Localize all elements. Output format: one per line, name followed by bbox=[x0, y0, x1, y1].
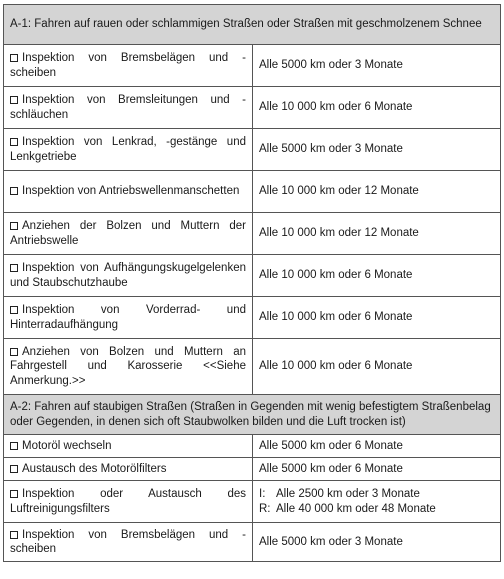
interval-cell: Alle 10 000 km oder 6 Monate bbox=[253, 339, 501, 395]
table-row bbox=[4, 458, 501, 481]
task-cell bbox=[4, 255, 253, 297]
table-row bbox=[4, 523, 501, 562]
task-label: Inspektion von Bremsbelägen und -scheiben bbox=[10, 528, 246, 555]
task-cell bbox=[4, 435, 253, 458]
checkbox-icon bbox=[10, 187, 18, 195]
table-row bbox=[4, 129, 501, 171]
task-cell bbox=[4, 297, 253, 339]
section-heading: A-1: Fahren auf rauen oder schlammigen Straßen oder Straßen mit geschmolzenem Schnee bbox=[4, 5, 501, 45]
interval-cell: Alle 10 000 km oder 12 Monate bbox=[253, 213, 501, 255]
task-label: Motoröl wechseln bbox=[22, 439, 112, 452]
checkbox-icon bbox=[10, 490, 18, 498]
task-label: Inspektion von Bremsbelägen und -scheiben bbox=[10, 52, 246, 79]
interval-line bbox=[259, 502, 494, 517]
checkbox-icon bbox=[10, 531, 18, 539]
interval-cell: Alle 10 000 km oder 6 Monate bbox=[253, 297, 501, 339]
interval-cell bbox=[253, 481, 501, 523]
task-label: Inspektion oder Austausch des Luftreinigungsfilters bbox=[10, 488, 246, 515]
interval-text: Alle 40 000 km oder 48 Monate bbox=[276, 502, 436, 515]
task-label: Inspektion von Bremsleitungen und -schläuchen bbox=[10, 94, 246, 121]
task-label: Inspektion von Lenkrad, -gestänge und Lenkgetriebe bbox=[10, 136, 246, 163]
checkbox-icon bbox=[10, 96, 18, 104]
table-row bbox=[4, 87, 501, 129]
table-row bbox=[4, 481, 501, 523]
table-row bbox=[4, 339, 501, 395]
section-header-row bbox=[4, 5, 501, 45]
task-cell bbox=[4, 45, 253, 87]
section-header-row bbox=[4, 395, 501, 435]
table-row bbox=[4, 297, 501, 339]
table-row bbox=[4, 255, 501, 297]
section-heading: A-2: Fahren auf staubigen Straßen (Straßen in Gegenden mit wenig befestigtem Straßenbelag oder Gegenden, in denen sich oft Staubwolken bilden und die Luft trocken ist) bbox=[4, 395, 501, 435]
interval-text: Alle 2500 km oder 3 Monate bbox=[276, 488, 420, 500]
interval-cell: Alle 5000 km oder 3 Monate bbox=[253, 129, 501, 171]
interval-prefix: I: bbox=[259, 488, 266, 500]
task-cell bbox=[4, 339, 253, 395]
interval-line bbox=[259, 487, 494, 502]
checkbox-icon bbox=[10, 306, 18, 314]
interval-cell: Alle 10 000 km oder 6 Monate bbox=[253, 255, 501, 297]
task-cell bbox=[4, 458, 253, 481]
checkbox-icon bbox=[10, 222, 18, 230]
table-row bbox=[4, 171, 501, 213]
task-label: Austausch des Motorölfilters bbox=[22, 462, 167, 475]
task-cell bbox=[4, 171, 253, 213]
checkbox-icon bbox=[10, 264, 18, 272]
interval-cell: Alle 5000 km oder 6 Monate bbox=[253, 435, 501, 458]
interval-cell: Alle 5000 km oder 3 Monate bbox=[253, 45, 501, 87]
task-cell bbox=[4, 129, 253, 171]
checkbox-icon bbox=[10, 54, 18, 62]
task-cell bbox=[4, 87, 253, 129]
task-label: Anziehen von Bolzen und Muttern an Fahrgestell und Karosserie <<Siehe Anmerkung.>> bbox=[10, 345, 246, 387]
task-label: Inspektion von Aufhängungskugelgelenken und Staubschutzhaube bbox=[10, 262, 246, 289]
table-row bbox=[4, 213, 501, 255]
checkbox-icon bbox=[10, 138, 18, 146]
task-label: Inspektion von Vorderrad- und Hinterradaufhängung bbox=[10, 304, 246, 331]
interval-cell: Alle 5000 km oder 3 Monate bbox=[253, 523, 501, 562]
interval-prefix: R: bbox=[259, 502, 271, 515]
maintenance-schedule-table bbox=[3, 4, 501, 562]
interval-cell: Alle 5000 km oder 6 Monate bbox=[253, 458, 501, 481]
task-cell bbox=[4, 213, 253, 255]
task-cell bbox=[4, 481, 253, 523]
task-label: Inspektion von Antriebswellenmanschetten bbox=[22, 185, 240, 198]
checkbox-icon bbox=[10, 465, 18, 473]
task-label: Anziehen der Bolzen und Muttern der Antriebswelle bbox=[10, 220, 246, 247]
interval-cell: Alle 10 000 km oder 6 Monate bbox=[253, 87, 501, 129]
checkbox-icon bbox=[10, 442, 18, 450]
table-row bbox=[4, 435, 501, 458]
table-row bbox=[4, 45, 501, 87]
task-cell bbox=[4, 523, 253, 562]
interval-cell: Alle 10 000 km oder 12 Monate bbox=[253, 171, 501, 213]
checkbox-icon bbox=[10, 348, 18, 356]
